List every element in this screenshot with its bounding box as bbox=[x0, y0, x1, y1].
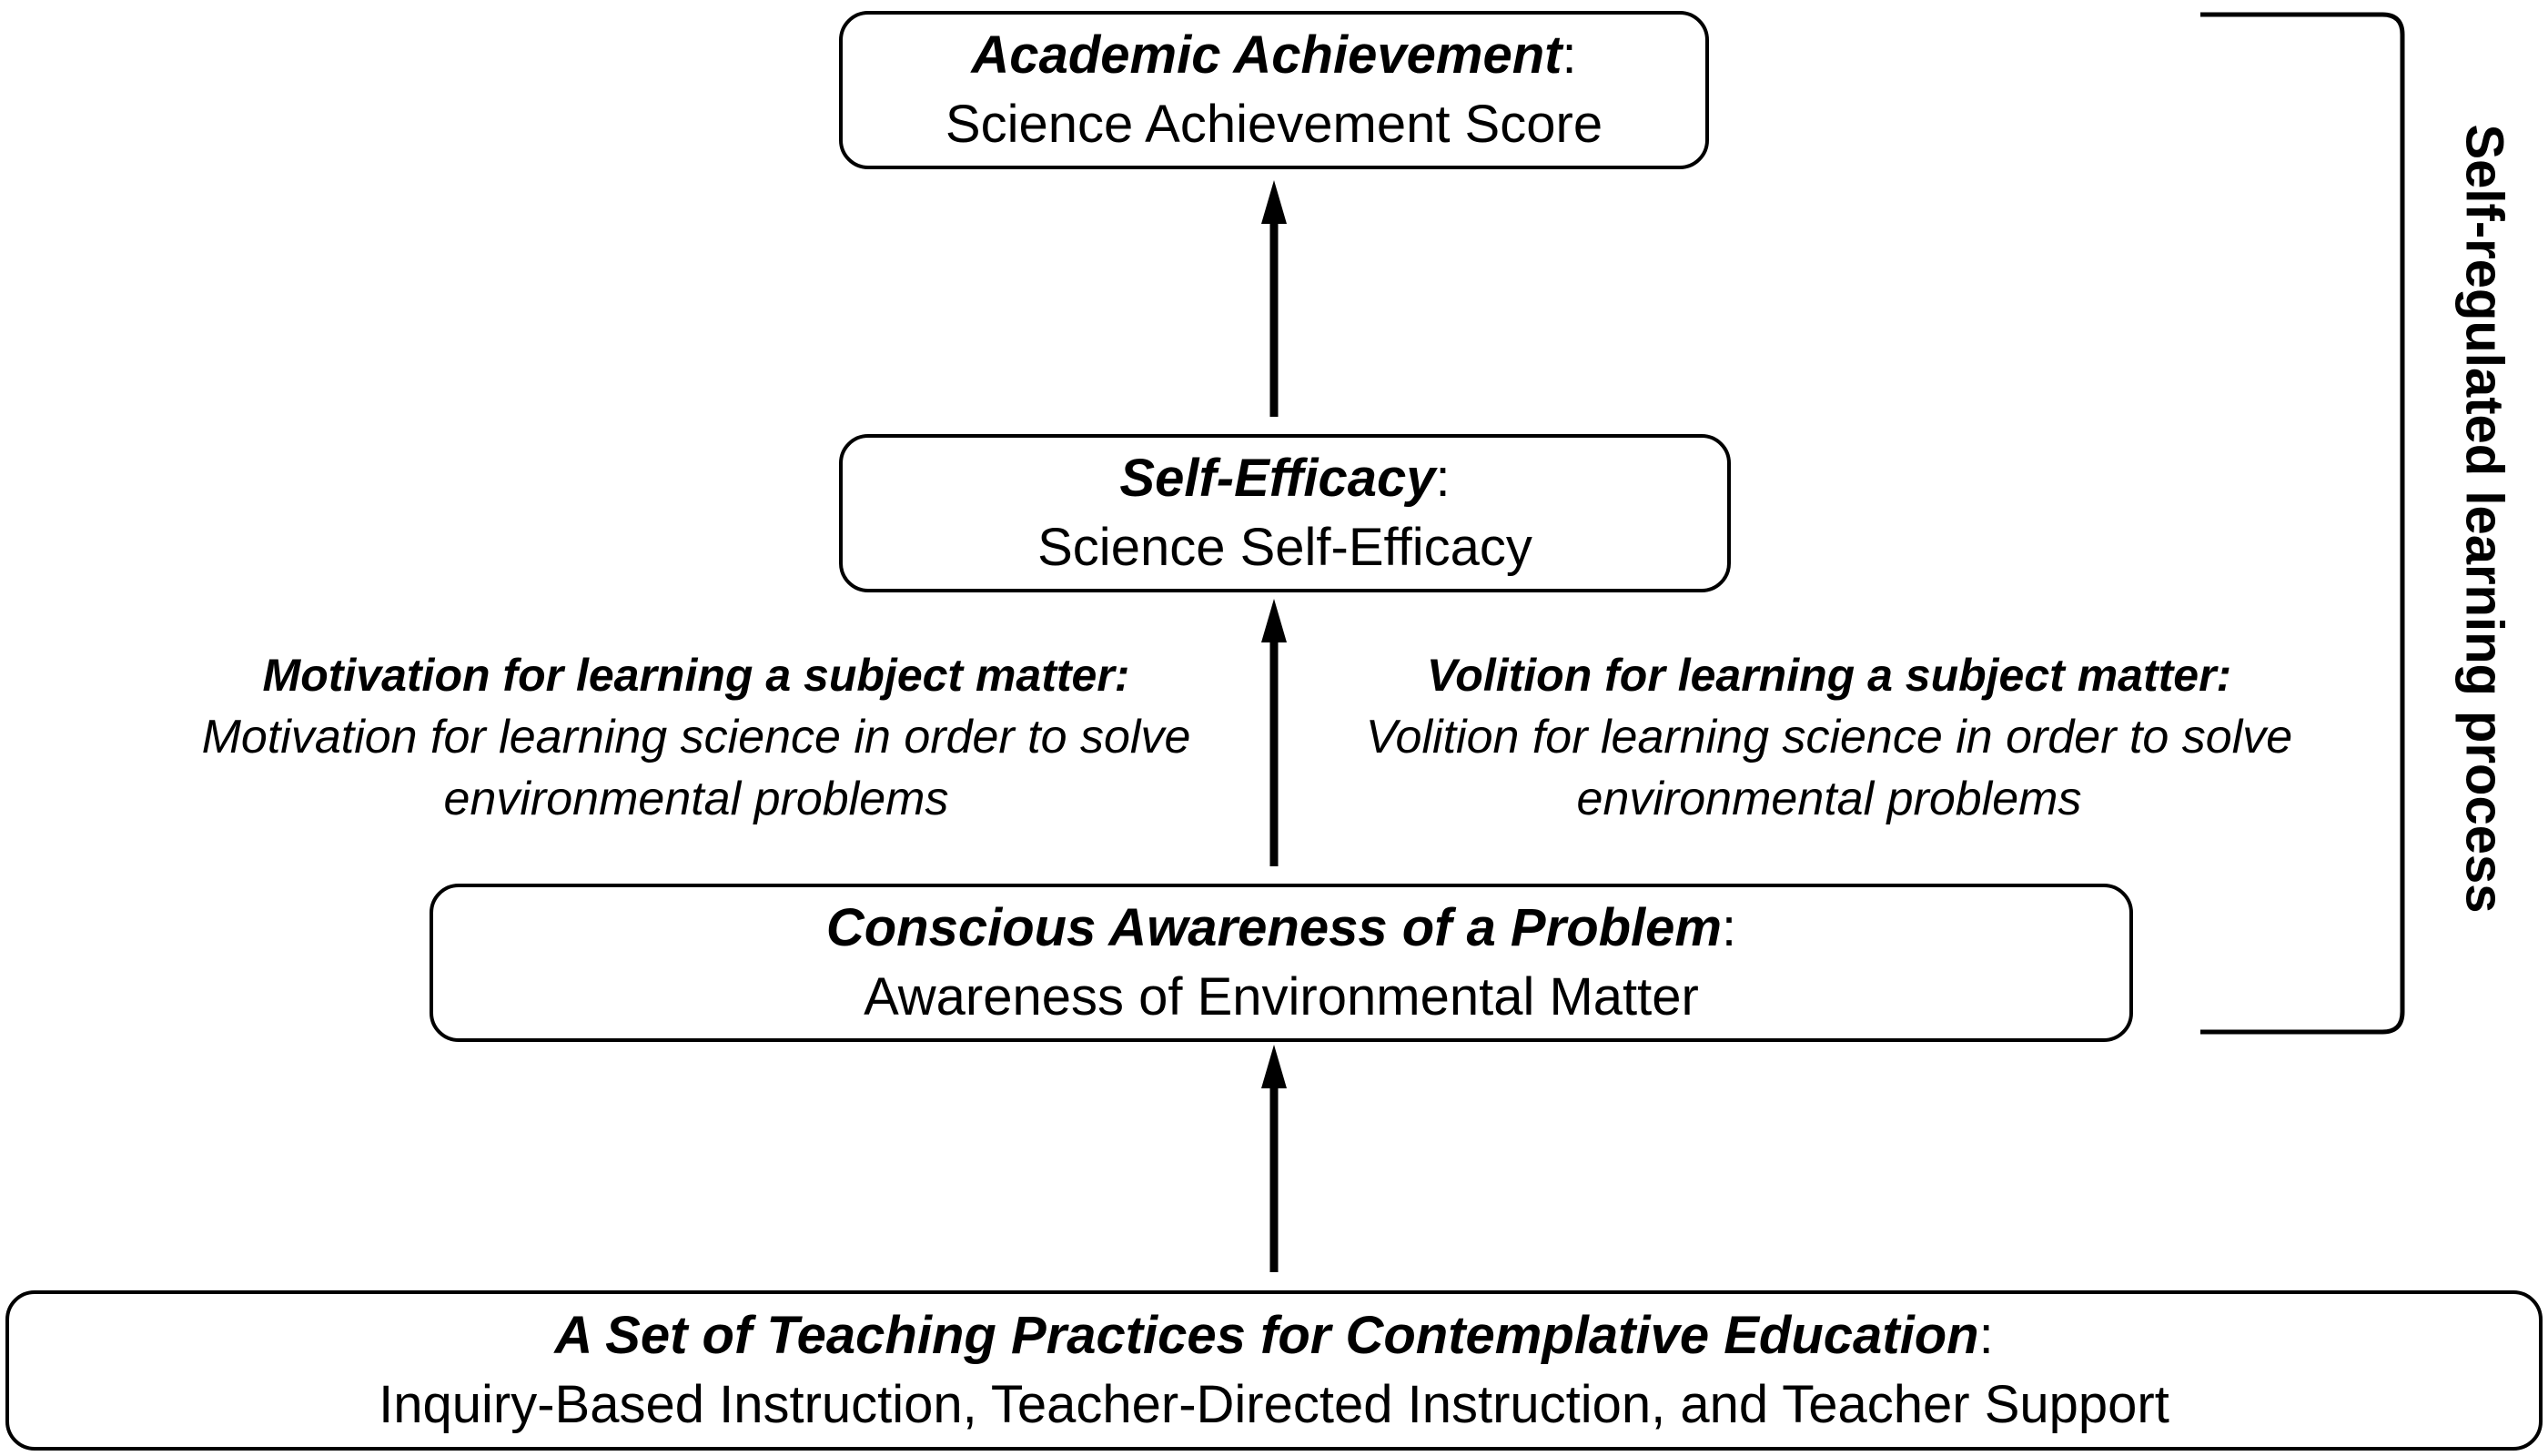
teaching-practices-subtitle: Inquiry-Based Instruction, Teacher-Directed Instruction, and Teacher Support bbox=[379, 1375, 2169, 1434]
self-efficacy-subtitle: Science Self-Efficacy bbox=[1037, 518, 1532, 577]
volition-heading: Volition for learning a subject matter: bbox=[1426, 650, 2232, 701]
teaching-practices-box bbox=[5, 1290, 2543, 1451]
conscious-awareness-title: Conscious Awareness of a Problem: bbox=[825, 898, 1737, 957]
arrow-self-efficacy-to-achievement bbox=[1261, 180, 1287, 417]
academic-achievement-box bbox=[839, 11, 1709, 169]
motivation-heading: Motivation for learning a subject matter: bbox=[262, 650, 1130, 701]
process-bracket bbox=[2200, 15, 2402, 1032]
volition-line-1: Volition for learning science in order to solve bbox=[1365, 711, 2293, 763]
volition-line-2: environmental problems bbox=[1576, 773, 2082, 825]
academic-achievement-subtitle: Science Achievement Score bbox=[945, 95, 1603, 154]
arrow-practices-to-awareness bbox=[1261, 1045, 1287, 1272]
motivation-label bbox=[109, 644, 1283, 830]
self-efficacy-box bbox=[839, 434, 1731, 592]
conscious-awareness-box bbox=[430, 884, 2133, 1042]
motivation-line-1: Motivation for learning science in order to solve bbox=[201, 711, 1191, 763]
academic-achievement-title: Academic Achievement: bbox=[971, 25, 1577, 85]
teaching-practices-title: A Set of Teaching Practices for Contemplative Education: bbox=[554, 1306, 1994, 1365]
self-efficacy-title: Self-Efficacy: bbox=[1119, 449, 1451, 508]
volition-label bbox=[1292, 644, 2366, 830]
conscious-awareness-subtitle: Awareness of Environmental Matter bbox=[864, 967, 1699, 1026]
motivation-line-2: environmental problems bbox=[443, 773, 949, 825]
self-regulated-learning-process-label: Self-regulated learning process bbox=[2454, 124, 2514, 914]
